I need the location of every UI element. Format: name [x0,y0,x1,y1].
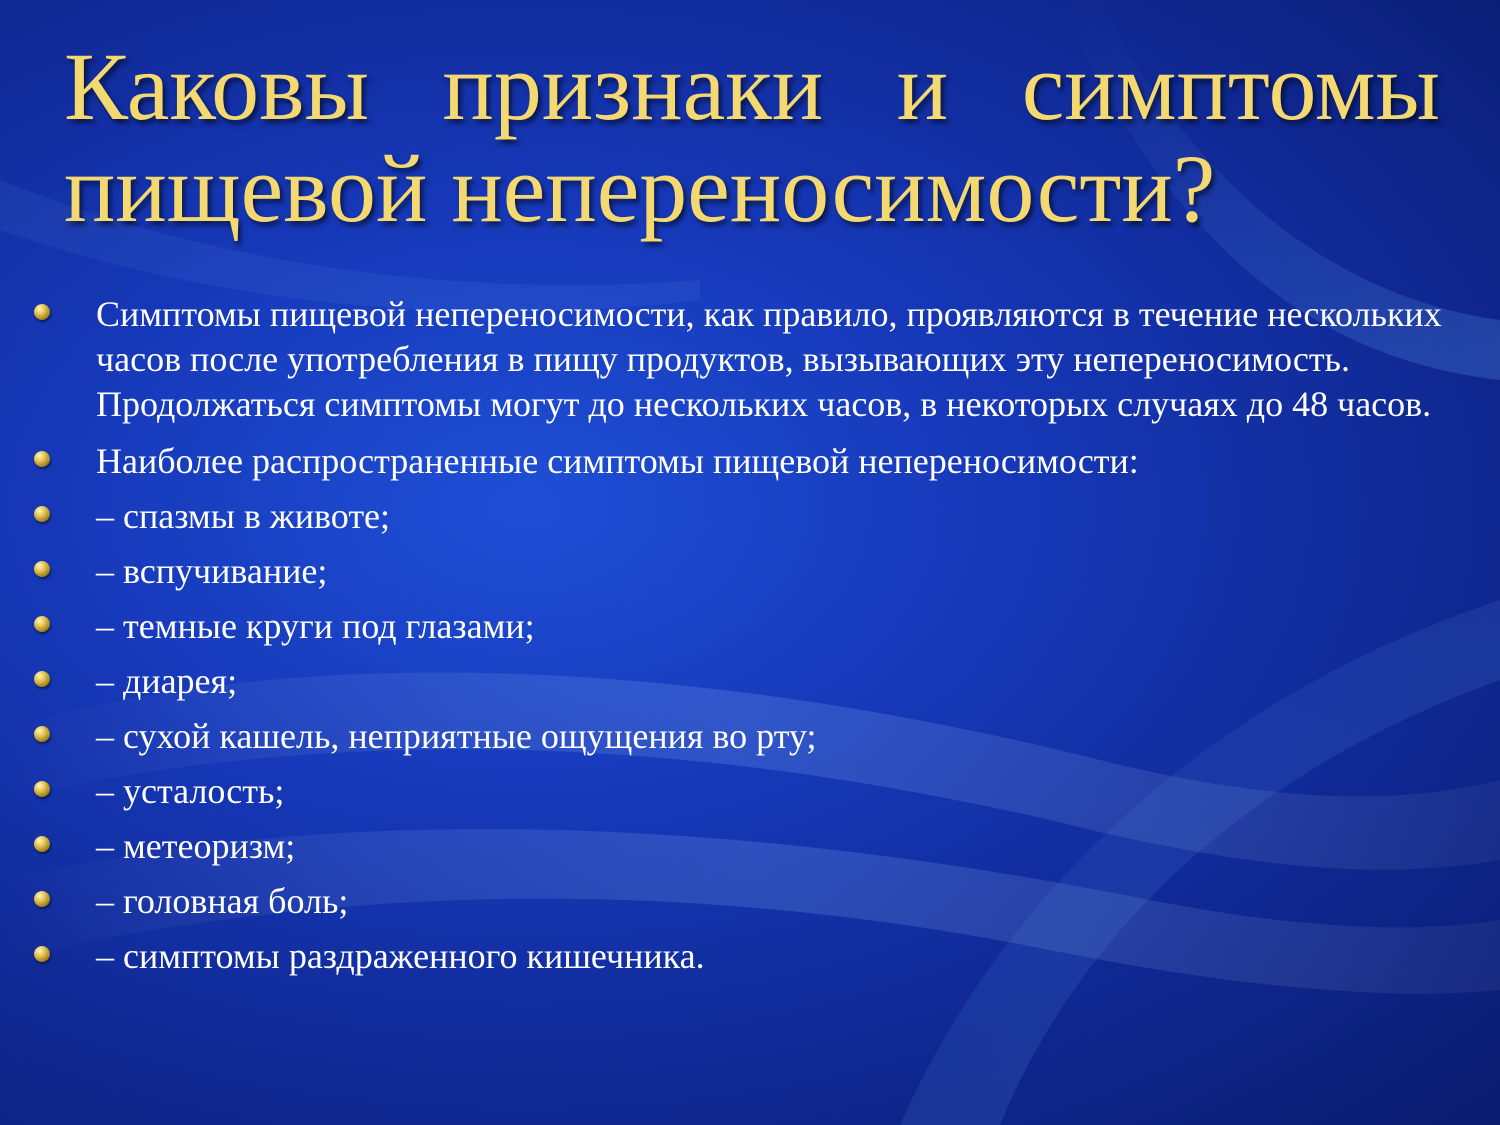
title-word: Каковы [64,33,369,140]
list-item [30,439,1460,494]
list-item-text: – головная боль; [96,881,349,921]
list-item-text: – темные круги под глазами; [96,606,535,646]
gold-sphere-bullet-icon [34,781,50,797]
list-item [30,824,1460,879]
list-item-text: Симптомы пищевой непереносимости, как правило, проявляются в течение нескольких часов после употребления в пищу продуктов, вызывающих эту непереносимость. Продолжаться симптомы могут до нескольких часов, в некоторых случаях до 48 часов. [96,294,1442,424]
gold-sphere-bullet-icon [34,671,50,687]
title-word: и [896,33,949,140]
list-item-text: – усталость; [96,771,285,811]
gold-sphere-bullet-icon [34,946,50,962]
list-item-text: – спазмы в животе; [96,496,391,536]
list-item [30,604,1460,659]
list-item [30,292,1460,427]
list-item [30,494,1460,549]
list-item [30,714,1460,769]
list-item-text: – диарея; [96,661,238,701]
gold-sphere-bullet-icon [34,506,50,522]
gold-sphere-bullet-icon [34,836,50,852]
list-item [30,549,1460,604]
list-item-text: – симптомы раздраженного кишечника. [96,936,705,976]
gold-sphere-bullet-icon [34,891,50,907]
gold-sphere-bullet-icon [34,561,50,577]
gold-sphere-bullet-icon [34,304,50,320]
title-word: симптомы [1021,33,1440,140]
gold-sphere-bullet-icon [34,451,50,467]
slide-title [64,33,1440,242]
bullet-list [30,292,1460,989]
list-item-text: – метеоризм; [96,826,296,866]
gold-sphere-bullet-icon [34,616,50,632]
list-item-text: – сухой кашель, неприятные ощущения во рту; [96,716,817,756]
gold-sphere-bullet-icon [34,726,50,742]
list-item [30,769,1460,824]
title-word: признаки [442,33,824,140]
title-line-2: пищевой непереносимости? [64,135,1216,242]
list-item-text: – вспучивание; [96,551,328,591]
list-item [30,879,1460,934]
list-item [30,934,1460,989]
title-line-1 [64,33,1440,140]
list-item-text: Наиболее распространенные симптомы пищевой непереносимости: [96,441,1139,481]
list-item [30,659,1460,714]
